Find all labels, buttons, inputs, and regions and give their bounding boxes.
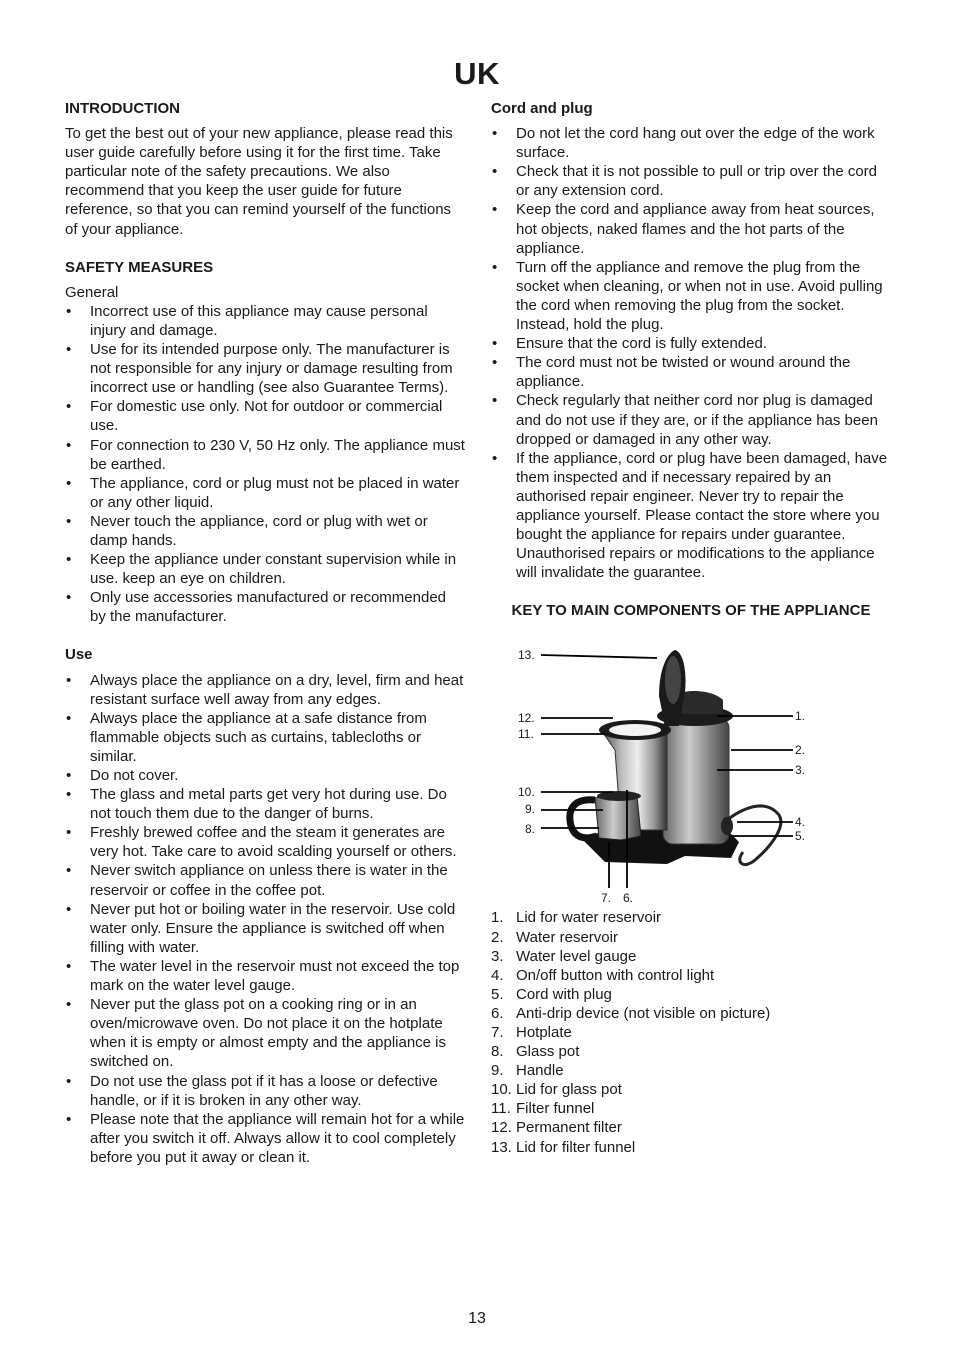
list-item: • Freshly brewed coffee and the steam it generates are very hot. Take care to avoid scalding yourself or others. (65, 823, 465, 861)
callout-8: 8. (525, 822, 536, 837)
right-column (491, 99, 891, 1157)
list-item: • Do not let the cord hang out over the edge of the work surface. (491, 124, 891, 162)
list-item: • If the appliance, cord or plug have been damaged, have them inspected and if necessary repaired by an authorised repair engineer. Never try to repair the appliance yourself. Please contact the store where you bought the appliance for repairs under guarantee. Unauthorised repairs or modifications to the appliance will invalidate the guarantee. (491, 449, 891, 583)
list-item: • For connection to 230 V, 50 Hz only. The appliance must be earthed. (65, 436, 465, 474)
page-number: 13 (468, 1310, 486, 1327)
list-item: 7. Hotplate (491, 1024, 572, 1041)
list-item: • The cord must not be twisted or wound around the appliance. (491, 353, 891, 391)
introduction-text: To get the best out of your new appliance, please read this user guide carefully before using it for the first time. Take particular note of the safety precautions. We also recommend that you keep the user guide for future reference, so that you can remind yourself of the functions of your appliance. (65, 125, 453, 238)
left-column (65, 99, 465, 1167)
list-item: • Always place the appliance on a dry, level, firm and heat resistant surface well away from any edges. (65, 671, 465, 709)
callout-4: 4. (795, 815, 806, 830)
callout-10: 10. (518, 785, 535, 800)
list-item: • Do not cover. (65, 766, 465, 785)
page-title: UK (454, 56, 500, 91)
use-list (65, 671, 465, 1167)
list-item: 4. On/off button with control light (491, 966, 715, 984)
list-item: • Never touch the appliance, cord or plug with wet or damp hands. (65, 512, 465, 550)
list-item: 10. Lid for glass pot (491, 1081, 622, 1099)
list-item: • Keep the appliance under constant supervision while in use. keep an eye on children. (65, 550, 465, 588)
list-item: 11. Filter funnel (491, 1100, 595, 1118)
list-item: • Always place the appliance at a safe distance from flammable objects such as curtains, tablecloths or similar. (65, 709, 465, 766)
list-item: 6. Anti-drip device (not visible on picture) (491, 1004, 771, 1022)
callout-3: 3. (795, 763, 806, 778)
general-list (65, 302, 465, 627)
components-list (491, 908, 891, 1156)
coffee-maker-illustration (517, 630, 817, 908)
list-item: • For domestic use only. Not for outdoor or commercial use. (65, 397, 465, 435)
list-item: • Keep the cord and appliance away from heat sources, hot objects, naked flames and the hot parts of the appliance. (491, 200, 891, 257)
list-item: 5. Cord with plug (491, 985, 612, 1003)
use-heading: Use (65, 646, 93, 664)
list-item: • Never put hot or boiling water in the reservoir. Use cold water only. Ensure the appliance is switched off when filling with water. (65, 900, 465, 957)
callout-9: 9. (525, 802, 536, 817)
callout-1: 1. (795, 709, 806, 724)
list-item: 12. Permanent filter (491, 1119, 622, 1137)
safety-heading: SAFETY MEASURES (65, 258, 214, 276)
callout-13: 13. (518, 648, 535, 663)
list-item: • Only use accessories manufactured or recommended by the manufacturer. (65, 588, 465, 626)
list-item: • Do not use the glass pot if it has a loose or defective handle, or if it is broken in any other way. (65, 1072, 465, 1110)
list-item: • Never put the glass pot on a cooking ring or in an oven/microwave oven. Do not place it on the hotplate when it is empty or almost empty and the appliance is switched on. (65, 995, 465, 1071)
list-item: • Never switch appliance on unless there is water in the reservoir or coffee in the coffee pot. (65, 861, 465, 899)
cord-list (491, 124, 891, 582)
appliance-figure (517, 630, 817, 908)
list-item: 8. Glass pot (491, 1043, 580, 1061)
list-item: • Use for its intended purpose only. The manufacturer is not responsible for any injury or damage resulting from incorrect use or handling (see also Guarantee Terms). (65, 340, 465, 397)
callout-11: 11. (518, 727, 534, 742)
list-item: • Check regularly that neither cord nor plug is damaged and do not use if they are, or if the appliance has been dropped or damaged in any other way. (491, 391, 891, 448)
callout-7: 7. (601, 891, 612, 906)
list-item: 9. Handle (491, 1062, 564, 1080)
list-item: 13. Lid for filter funnel (491, 1138, 636, 1156)
callout-6: 6. (623, 891, 634, 906)
list-item: 2. Water reservoir (491, 928, 618, 946)
list-item: • Turn off the appliance and remove the plug from the socket when cleaning, or when not in use. Avoid pulling the cord when removing the plug from the socket. Instead, hold the plug. (491, 258, 891, 334)
list-item: • Please note that the appliance will remain hot for a while after you switch it off. Always allow it to cool completely before you put it away or clean it. (65, 1110, 465, 1167)
callout-12: 12. (518, 711, 535, 726)
general-label: General (65, 283, 119, 301)
list-item: • The water level in the reservoir must not exceed the top mark on the water level gauge. (65, 957, 465, 995)
callout-2: 2. (795, 743, 806, 758)
list-item: • Incorrect use of this appliance may cause personal injury and damage. (65, 302, 465, 340)
list-item: • The glass and metal parts get very hot during use. Do not touch them due to the danger of burns. (65, 785, 465, 823)
list-item: • The appliance, cord or plug must not be placed in water or any other liquid. (65, 474, 465, 512)
list-item: • Ensure that the cord is fully extended. (491, 334, 891, 353)
list-item: • Check that it is not possible to pull or trip over the cord or any extension cord. (491, 162, 891, 200)
introduction-heading: INTRODUCTION (65, 100, 180, 117)
components-heading: KEY TO MAIN COMPONENTS OF THE APPLIANCE (511, 602, 871, 620)
cord-heading: Cord and plug (491, 100, 593, 117)
list-item: 1. Lid for water reservoir (491, 909, 662, 927)
list-item: 3. Water level gauge (491, 947, 637, 965)
callout-5: 5. (795, 829, 806, 844)
